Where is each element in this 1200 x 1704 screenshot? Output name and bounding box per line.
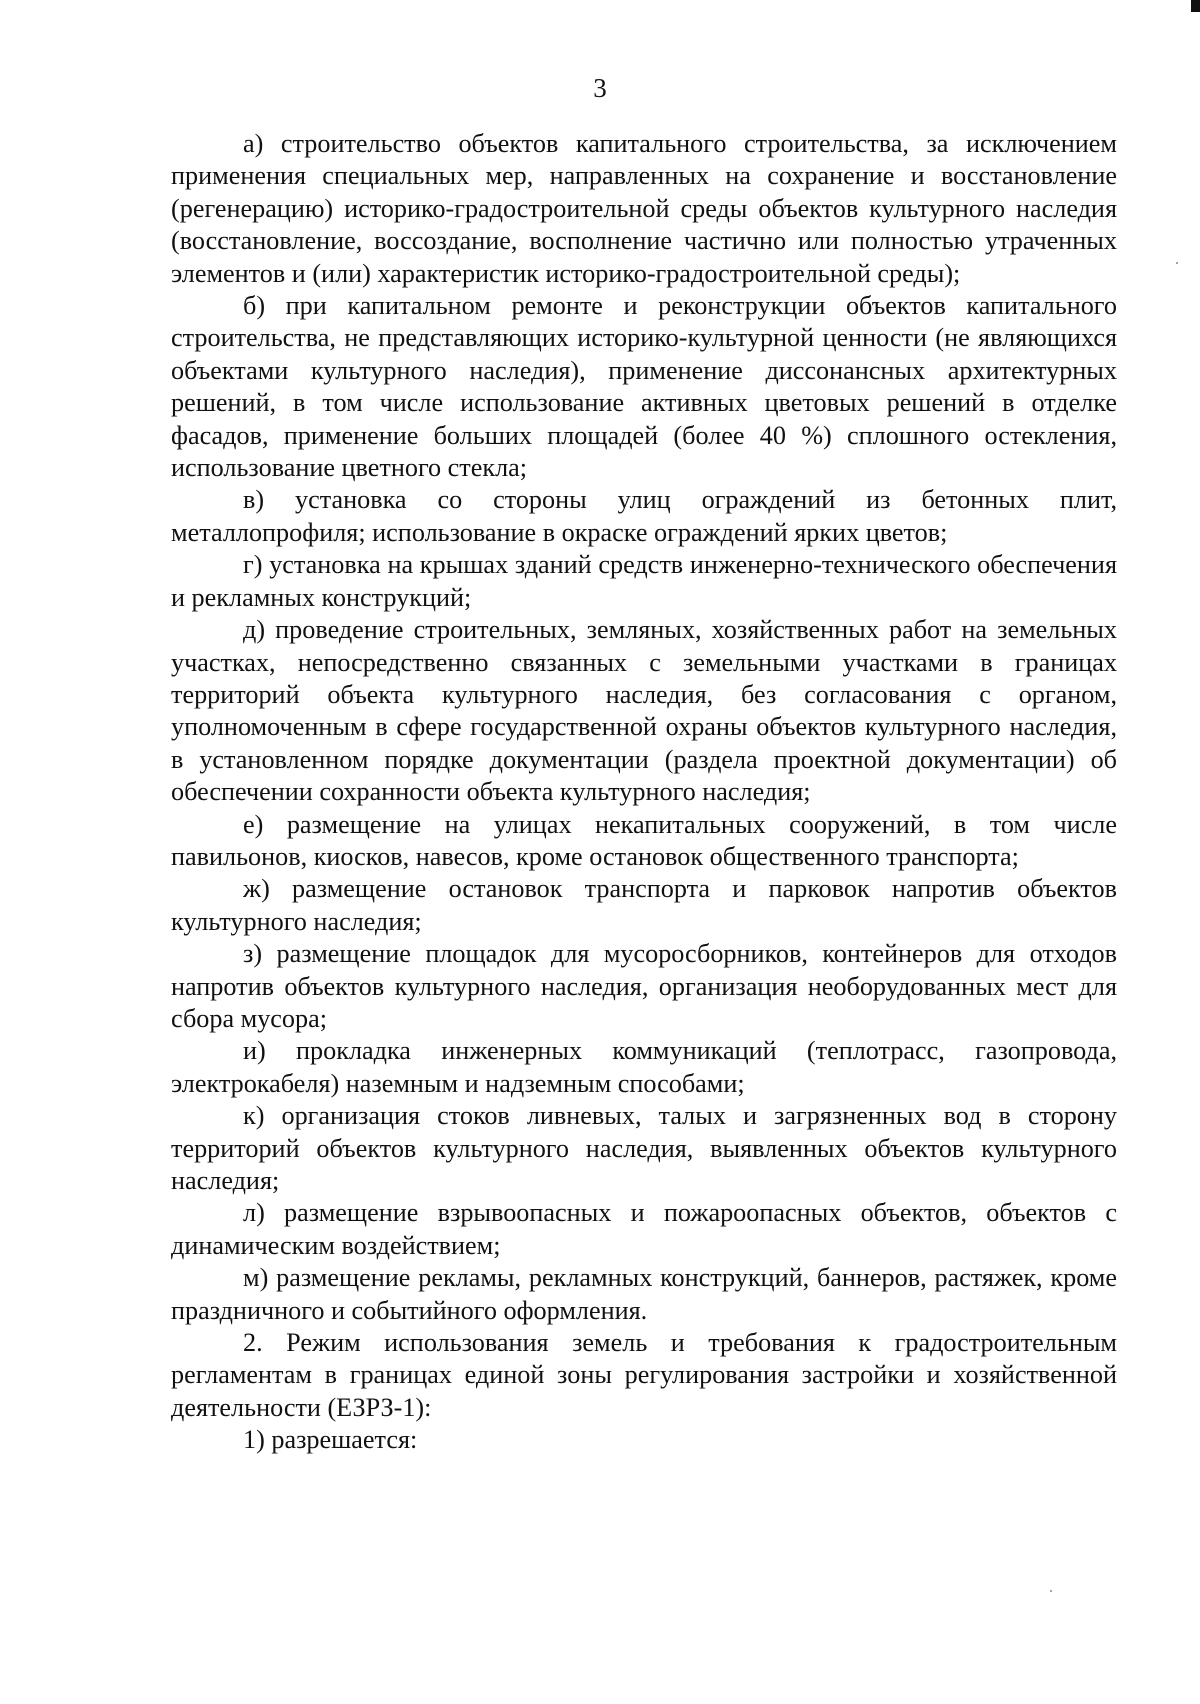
paragraph-g: г) установка на крышах зданий средств инженерно-технического обеспечения и рекламных конструкций; [171, 550, 1117, 612]
paragraph-b: б) при капитальном ремонте и реконструкции объектов капитального строительства, не представляющих историко-культурной ценности (не являющихся объектами культурного наследия), применение диссонансных архитектурных решений, в том числе использование активных цветовых решений в отделке фасадов, применение больших площадей (более 40 %) сплошного остекления, использование цветного стекла; [171, 291, 1117, 483]
scan-speck [1176, 262, 1178, 264]
paragraph-i: и) прокладка инженерных коммуникаций (теплотрасс, газопровода, электрокабеля) наземным и надземным способами; [171, 1036, 1117, 1098]
document-body [171, 128, 1117, 1457]
paragraph-d: д) проведение строительных, земляных, хозяйственных работ на земельных участках, непосредственно связанных с земельными участками в границах территорий объекта культурного наследия, без согласования с органом, уполномоченным в сфере государственной охраны объектов культурного наследия, в установленном порядке документации (раздела проектной документации) об обеспечении сохранности объекта культурного наследия; [171, 615, 1117, 807]
scan-speck [1050, 1590, 1052, 1592]
paragraph-m: м) размещение рекламы, рекламных конструкций, баннеров, растяжек, кроме праздничного и событийного оформления. [171, 1263, 1117, 1325]
paragraph-l: л) размещение взрывоопасных и пожароопасных объектов, объектов с динамическим воздействием; [171, 1198, 1117, 1260]
subitem-1: 1) разрешается: [243, 1425, 418, 1455]
scan-edge-mark [1191, 0, 1200, 12]
section-2-heading: 2. Режим использования земель и требования к градостроительным регламентам в границах единой зоны регулирования застройки и хозяйственной деятельности (ЕЗРЗ-1): [171, 1328, 1117, 1422]
paragraph-zh: ж) размещение остановок транспорта и парковок напротив объектов культурного наследия; [171, 874, 1117, 936]
page-number: 3 [593, 73, 607, 103]
paragraph-a: а) строительство объектов капитального строительства, за исключением применения специальных мер, направленных на сохранение и восстановление (регенерацию) историко-градостроительной среды объектов культурного наследия (восстановление, воссоздание, восполнение частично или полностью утраченных элементов и (или) характеристик историко-градостроительной среды); [171, 129, 1117, 288]
paragraph-k: к) организация стоков ливневых, талых и загрязненных вод в сторону территорий объектов культурного наследия, выявленных объектов культурного наследия; [171, 1101, 1117, 1195]
paragraph-e: е) размещение на улицах некапитальных сооружений, в том числе павильонов, киосков, навесов, кроме остановок общественного транспорта; [171, 809, 1117, 871]
paragraph-z: з) размещение площадок для мусоросборников, контейнеров для отходов напротив объектов культурного наследия, организация необорудованных мест для сбора мусора; [171, 939, 1117, 1033]
paragraph-v: в) установка со стороны улиц ограждений из бетонных плит, металлопрофиля; использование в окраске ограждений ярких цветов; [171, 485, 1117, 547]
